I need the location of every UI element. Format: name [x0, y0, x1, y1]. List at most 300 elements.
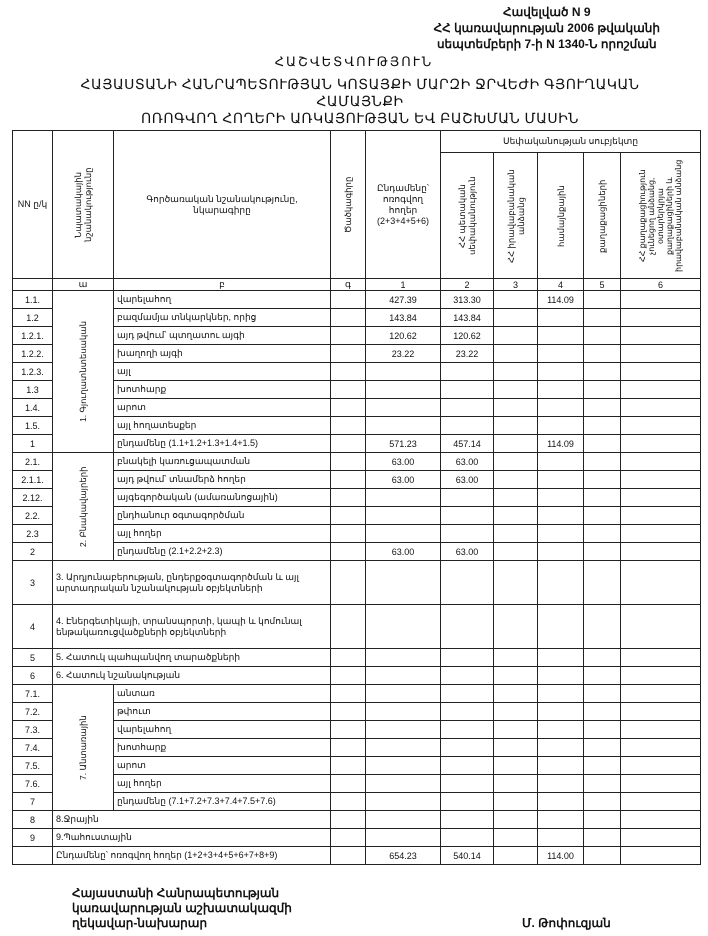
row-description: ընդամենը (7.1+7.2+7.3+7.4+7.5+7.6) [114, 793, 331, 811]
row-value-col6 [621, 417, 701, 435]
row-value-col2 [441, 561, 494, 605]
column-letter: գ [331, 279, 366, 291]
row-code [331, 543, 366, 561]
row-value-col2 [441, 381, 494, 399]
header-owner-foreign [621, 153, 701, 279]
row-value-col3 [494, 471, 538, 489]
group-label-text: 1. Գյուղատնտեսական [78, 321, 88, 422]
table-row [13, 507, 701, 525]
row-code [331, 363, 366, 381]
column-letter: բ [114, 279, 331, 291]
row-value-col2 [441, 703, 494, 721]
row-value-col4 [538, 739, 584, 757]
row-value-col6 [621, 757, 701, 775]
row-number: 1.2.3. [13, 363, 53, 381]
position-line: Հայաստանի Հանրապետության [72, 886, 280, 900]
position-line: ղեկավար-նախարար [72, 916, 208, 930]
row-number: 7.4. [13, 739, 53, 757]
column-letters-row [13, 279, 701, 291]
row-number: 5 [13, 649, 53, 667]
row-value-col6 [621, 291, 701, 309]
row-description: այդ թվում՝ պտղատու այգի [114, 327, 331, 345]
row-code [331, 847, 366, 865]
header-owner-text: ՀՀ քաղաքացիություն չունեցող անձանց, օտարերկրյա քաղաքացիների և իրավաբանական անձանց [638, 159, 684, 272]
row-description: այդ թվում՝ տնամերձ հողեր [114, 471, 331, 489]
row-description: ընդամենը (1.1+1.2+1.3+1.4+1.5) [114, 435, 331, 453]
row-number: 1 [13, 435, 53, 453]
row-value-col2: 540.14 [441, 847, 494, 865]
row-value-col1 [366, 399, 441, 417]
row-value-col4 [538, 703, 584, 721]
group-label [53, 291, 114, 453]
row-code [331, 605, 366, 649]
row-value-col6 [621, 649, 701, 667]
row-value-col1 [366, 739, 441, 757]
row-value-col1: 143.84 [366, 309, 441, 327]
row-number: 1.4. [13, 399, 53, 417]
row-value-col3 [494, 489, 538, 507]
row-value-col1 [366, 667, 441, 685]
row-value-col4 [538, 757, 584, 775]
row-value-col1 [366, 829, 441, 847]
row-value-col5 [584, 605, 621, 649]
table-row [13, 703, 701, 721]
row-value-col6 [621, 327, 701, 345]
row-number: 1.3 [13, 381, 53, 399]
row-value-col3 [494, 363, 538, 381]
table-row [13, 399, 701, 417]
header-ownership: Սեփականության սուբյեկտը [441, 131, 701, 153]
row-value-col2: 63.00 [441, 543, 494, 561]
row-value-col5 [584, 525, 621, 543]
row-value-col6 [621, 703, 701, 721]
row-value-col1 [366, 381, 441, 399]
row-value-col5 [584, 721, 621, 739]
row-number [13, 847, 53, 865]
header-code-text: Ծածկագիրը [343, 176, 353, 233]
row-number: 7.5. [13, 757, 53, 775]
row-code [331, 453, 366, 471]
row-value-col4 [538, 507, 584, 525]
row-description: 3. Արդյունաբերության, ընդերքօգտագործման և այլ արտադրական նշանակության օբյեկտների [53, 561, 331, 605]
row-value-col3 [494, 757, 538, 775]
row-value-col1: 63.00 [366, 543, 441, 561]
row-value-col6 [621, 453, 701, 471]
row-value-col6 [621, 471, 701, 489]
row-value-col3 [494, 703, 538, 721]
group-label-text: 2. Բնակավայրերի [78, 466, 88, 547]
row-code [331, 757, 366, 775]
annex-line: սեպտեմբերի 7-ի N 1340-Ն որոշման [436, 37, 657, 51]
row-value-col2 [441, 667, 494, 685]
row-value-col4: 114.09 [538, 435, 584, 453]
column-letter: 4 [538, 279, 584, 291]
row-value-col5 [584, 847, 621, 865]
row-value-col5 [584, 345, 621, 363]
table-row [13, 417, 701, 435]
row-value-col5 [584, 739, 621, 757]
row-value-col6 [621, 667, 701, 685]
header-function: Գործառական նշանակությունը, նկարագիրը [114, 131, 331, 279]
header-nn [13, 131, 53, 279]
row-value-col3 [494, 667, 538, 685]
table-row [13, 811, 701, 829]
row-value-col6 [621, 489, 701, 507]
row-value-col2: 143.84 [441, 309, 494, 327]
row-value-col4 [538, 793, 584, 811]
row-value-col6 [621, 363, 701, 381]
table-row [13, 489, 701, 507]
row-number: 7.2. [13, 703, 53, 721]
row-value-col3 [494, 417, 538, 435]
row-description: ընդամենը (2.1+2.2+2.3) [114, 543, 331, 561]
row-description: անտառ [114, 685, 331, 703]
table-body [13, 291, 701, 865]
row-code [331, 793, 366, 811]
row-code [331, 561, 366, 605]
row-code [331, 435, 366, 453]
row-value-col3 [494, 775, 538, 793]
row-value-col3 [494, 345, 538, 363]
signatory-name: Մ. Թոփուզյան [522, 916, 611, 930]
row-value-col3 [494, 399, 538, 417]
row-number: 1.5. [13, 417, 53, 435]
row-value-col5 [584, 507, 621, 525]
document-title: ՀԱՇՎԵՏՎՈՒԹՅՈՒՆ [274, 54, 434, 69]
row-value-col6 [621, 811, 701, 829]
group-label [53, 685, 114, 811]
table-row [13, 435, 701, 453]
row-description: 8.Ջրային [53, 811, 331, 829]
row-value-col1: 120.62 [366, 327, 441, 345]
row-value-col5 [584, 291, 621, 309]
column-letter: 2 [441, 279, 494, 291]
row-value-col6 [621, 507, 701, 525]
row-value-col3 [494, 847, 538, 865]
row-value-col1: 63.00 [366, 471, 441, 489]
header-owner-text: քաղաքացիների [597, 178, 607, 253]
row-description: այլ հողատեսքեր [114, 417, 331, 435]
row-value-col5 [584, 667, 621, 685]
position-line: կառավարության աշխատակազմի [72, 901, 292, 915]
row-number: 4 [13, 605, 53, 649]
table-row [13, 345, 701, 363]
row-description: վարելահող [114, 721, 331, 739]
table-row [13, 381, 701, 399]
table-row [13, 685, 701, 703]
row-value-col1: 63.00 [366, 453, 441, 471]
row-value-col4 [538, 345, 584, 363]
header-owner-state [441, 153, 494, 279]
row-value-col5 [584, 381, 621, 399]
row-value-col4 [538, 327, 584, 345]
row-value-col3 [494, 685, 538, 703]
row-value-col1 [366, 561, 441, 605]
row-code [331, 345, 366, 363]
table-row [13, 363, 701, 381]
table-row [13, 471, 701, 489]
row-value-col6 [621, 561, 701, 605]
header-purpose [53, 131, 114, 279]
row-number: 2.3 [13, 525, 53, 543]
row-code [331, 381, 366, 399]
table-row [13, 291, 701, 309]
row-value-col2 [441, 417, 494, 435]
row-value-col1 [366, 649, 441, 667]
header-nn-text: NN ը/կ [17, 199, 48, 209]
row-value-col2 [441, 721, 494, 739]
row-value-col1: 571.23 [366, 435, 441, 453]
row-value-col2 [441, 649, 494, 667]
row-code [331, 327, 366, 345]
row-value-col5 [584, 417, 621, 435]
subtitle-line: ՈՌՈԳՎՈՂ ՀՈՂԵՐԻ ԱՌԿԱՅՈՒԹՅԱՆ ԵՎ ԲԱՇԽՄԱՆ ՄԱՍԻՆ [141, 110, 579, 126]
row-description: ընդհանուր օգտագործման [114, 507, 331, 525]
row-value-col3 [494, 327, 538, 345]
row-value-col6 [621, 685, 701, 703]
row-description: Ընդամենը՝ ոռոգվող հողեր (1+2+3+4+5+6+7+8+9) [53, 847, 331, 865]
row-value-col3 [494, 739, 538, 757]
row-value-col1 [366, 793, 441, 811]
row-value-col1: 654.23 [366, 847, 441, 865]
row-value-col5 [584, 363, 621, 381]
row-description: այլ հողեր [114, 525, 331, 543]
row-value-col5 [584, 327, 621, 345]
row-value-col2: 63.00 [441, 453, 494, 471]
row-value-col4: 114.09 [538, 291, 584, 309]
row-value-col2 [441, 605, 494, 649]
row-number: 1.1. [13, 291, 53, 309]
row-code [331, 829, 366, 847]
column-letter: ա [53, 279, 114, 291]
row-value-col2 [441, 739, 494, 757]
row-code [331, 649, 366, 667]
row-description: այգեգործական (ամառանոցային) [114, 489, 331, 507]
row-value-col1 [366, 721, 441, 739]
annex-line: ՀՀ կառավարության 2006 թվականի [433, 21, 660, 35]
row-value-col6 [621, 435, 701, 453]
row-value-col2 [441, 363, 494, 381]
group-label [53, 453, 114, 561]
row-value-col1 [366, 685, 441, 703]
row-value-col1 [366, 417, 441, 435]
row-value-col3 [494, 721, 538, 739]
row-value-col5 [584, 309, 621, 327]
table-row [13, 667, 701, 685]
row-number: 9 [13, 829, 53, 847]
row-value-col6 [621, 847, 701, 865]
row-value-col4 [538, 309, 584, 327]
row-value-col3 [494, 605, 538, 649]
row-code [331, 667, 366, 685]
row-value-col5 [584, 685, 621, 703]
row-code [331, 703, 366, 721]
row-description: 4. Էներգետիկայի, տրանսպորտի, կապի և կոմունալ ենթակառուցվածքների օբյեկտների [53, 605, 331, 649]
table-row [13, 649, 701, 667]
header-owner-citizens [584, 153, 621, 279]
table-row [13, 543, 701, 561]
row-value-col6 [621, 829, 701, 847]
row-value-col3 [494, 435, 538, 453]
row-number: 1.2.1. [13, 327, 53, 345]
row-value-col4 [538, 811, 584, 829]
row-code [331, 291, 366, 309]
table-row [13, 605, 701, 649]
table-row [13, 327, 701, 345]
row-value-col4 [538, 525, 584, 543]
row-code [331, 507, 366, 525]
row-value-col5 [584, 561, 621, 605]
row-description: խոտհարք [114, 381, 331, 399]
table-row [13, 453, 701, 471]
row-value-col4 [538, 605, 584, 649]
row-description: այլ [114, 363, 331, 381]
row-value-col6 [621, 793, 701, 811]
header-purpose-text: Նպատակային նշանակությունը [73, 167, 93, 242]
table-row [13, 525, 701, 543]
row-value-col1 [366, 775, 441, 793]
row-value-col2: 23.22 [441, 345, 494, 363]
row-value-col3 [494, 829, 538, 847]
column-letter: 5 [584, 279, 621, 291]
annex-line: Հավելված N 9 [503, 5, 591, 19]
row-value-col6 [621, 381, 701, 399]
row-value-col5 [584, 703, 621, 721]
row-number: 3 [13, 561, 53, 605]
table-row [13, 775, 701, 793]
row-value-col6 [621, 399, 701, 417]
column-letter: 3 [494, 279, 538, 291]
row-code [331, 685, 366, 703]
row-value-col4 [538, 363, 584, 381]
row-value-col2 [441, 793, 494, 811]
row-value-col2 [441, 775, 494, 793]
row-code [331, 471, 366, 489]
row-value-col4 [538, 453, 584, 471]
row-code [331, 525, 366, 543]
table-row [13, 847, 701, 865]
row-value-col4 [538, 685, 584, 703]
row-value-col5 [584, 471, 621, 489]
subtitle-line: ՀԱՅԱՍՏԱՆԻ ՀԱՆՐԱՊԵՏՈՒԹՅԱՆ ԿՈՏԱՅՔԻ ՄԱՐԶԻ ՋՐՎԵԺԻ ԳՅՈՒՂԱԿԱՆ ՀԱՄԱՅՆՔԻ [80, 76, 640, 109]
row-description: թփուտ [114, 703, 331, 721]
row-code [331, 417, 366, 435]
row-value-col5 [584, 811, 621, 829]
row-value-col4: 114.00 [538, 847, 584, 865]
row-description: 5. Հատուկ պահպանվող տարածքների [53, 649, 331, 667]
row-number: 6 [13, 667, 53, 685]
row-value-col4 [538, 649, 584, 667]
row-description: բնակելի կառուցապատման [114, 453, 331, 471]
row-value-col6 [621, 739, 701, 757]
row-value-col2: 120.62 [441, 327, 494, 345]
row-number: 2.2. [13, 507, 53, 525]
row-code [331, 775, 366, 793]
row-value-col6 [621, 543, 701, 561]
row-description: արոտ [114, 399, 331, 417]
row-value-col3 [494, 507, 538, 525]
row-value-col2 [441, 757, 494, 775]
table-row [13, 739, 701, 757]
row-value-col2 [441, 507, 494, 525]
row-value-col1 [366, 507, 441, 525]
row-value-col4 [538, 471, 584, 489]
row-value-col5 [584, 757, 621, 775]
row-number: 7.3. [13, 721, 53, 739]
header-code [331, 131, 366, 279]
row-value-col4 [538, 721, 584, 739]
row-value-col2 [441, 525, 494, 543]
header-owner-text: ՀՀ իրավաբանական անձանց [505, 168, 526, 263]
row-value-col6 [621, 345, 701, 363]
row-value-col1 [366, 757, 441, 775]
row-code [331, 399, 366, 417]
row-value-col6 [621, 309, 701, 327]
row-description: բազմամյա տնկարկներ, որից [114, 309, 331, 327]
row-value-col2: 63.00 [441, 471, 494, 489]
row-value-col6 [621, 775, 701, 793]
row-value-col6 [621, 721, 701, 739]
row-value-col5 [584, 775, 621, 793]
row-number: 1.2 [13, 309, 53, 327]
header-total: Ընդամենը՝ ոռոգվող հողեր (2+3+4+5+6) [366, 131, 441, 279]
row-value-col6 [621, 525, 701, 543]
row-code [331, 309, 366, 327]
row-description: արոտ [114, 757, 331, 775]
row-number: 7.6. [13, 775, 53, 793]
row-value-col2 [441, 829, 494, 847]
row-value-col5 [584, 649, 621, 667]
row-value-col1 [366, 605, 441, 649]
row-value-col4 [538, 399, 584, 417]
row-description: վարելահող [114, 291, 331, 309]
row-code [331, 489, 366, 507]
row-description: 9.Պահուստային [53, 829, 331, 847]
header-owner-text: ՀՀ պետական սեփականություն [457, 176, 477, 255]
row-number: 2.1.1. [13, 471, 53, 489]
column-letter: 6 [621, 279, 701, 291]
row-value-col2 [441, 489, 494, 507]
row-value-col5 [584, 399, 621, 417]
row-value-col5 [584, 435, 621, 453]
document-subtitle [40, 76, 680, 127]
row-value-col4 [538, 667, 584, 685]
row-value-col5 [584, 543, 621, 561]
header-owner-community [538, 153, 584, 279]
row-code [331, 739, 366, 757]
row-value-col4 [538, 381, 584, 399]
row-value-col1 [366, 363, 441, 381]
row-value-col3 [494, 543, 538, 561]
row-value-col3 [494, 309, 538, 327]
row-value-col5 [584, 453, 621, 471]
header-owner-legal [494, 153, 538, 279]
column-letter-blank [13, 279, 53, 291]
row-code [331, 811, 366, 829]
row-code [331, 721, 366, 739]
row-value-col4 [538, 829, 584, 847]
row-value-col5 [584, 829, 621, 847]
row-value-col1: 23.22 [366, 345, 441, 363]
row-description: 6. Հատուկ նշանակության [53, 667, 331, 685]
row-number: 1.2.2. [13, 345, 53, 363]
row-description: խոտհարք [114, 739, 331, 757]
row-value-col4 [538, 561, 584, 605]
row-value-col3 [494, 525, 538, 543]
row-number: 7 [13, 793, 53, 811]
row-value-col3 [494, 381, 538, 399]
row-number: 8 [13, 811, 53, 829]
